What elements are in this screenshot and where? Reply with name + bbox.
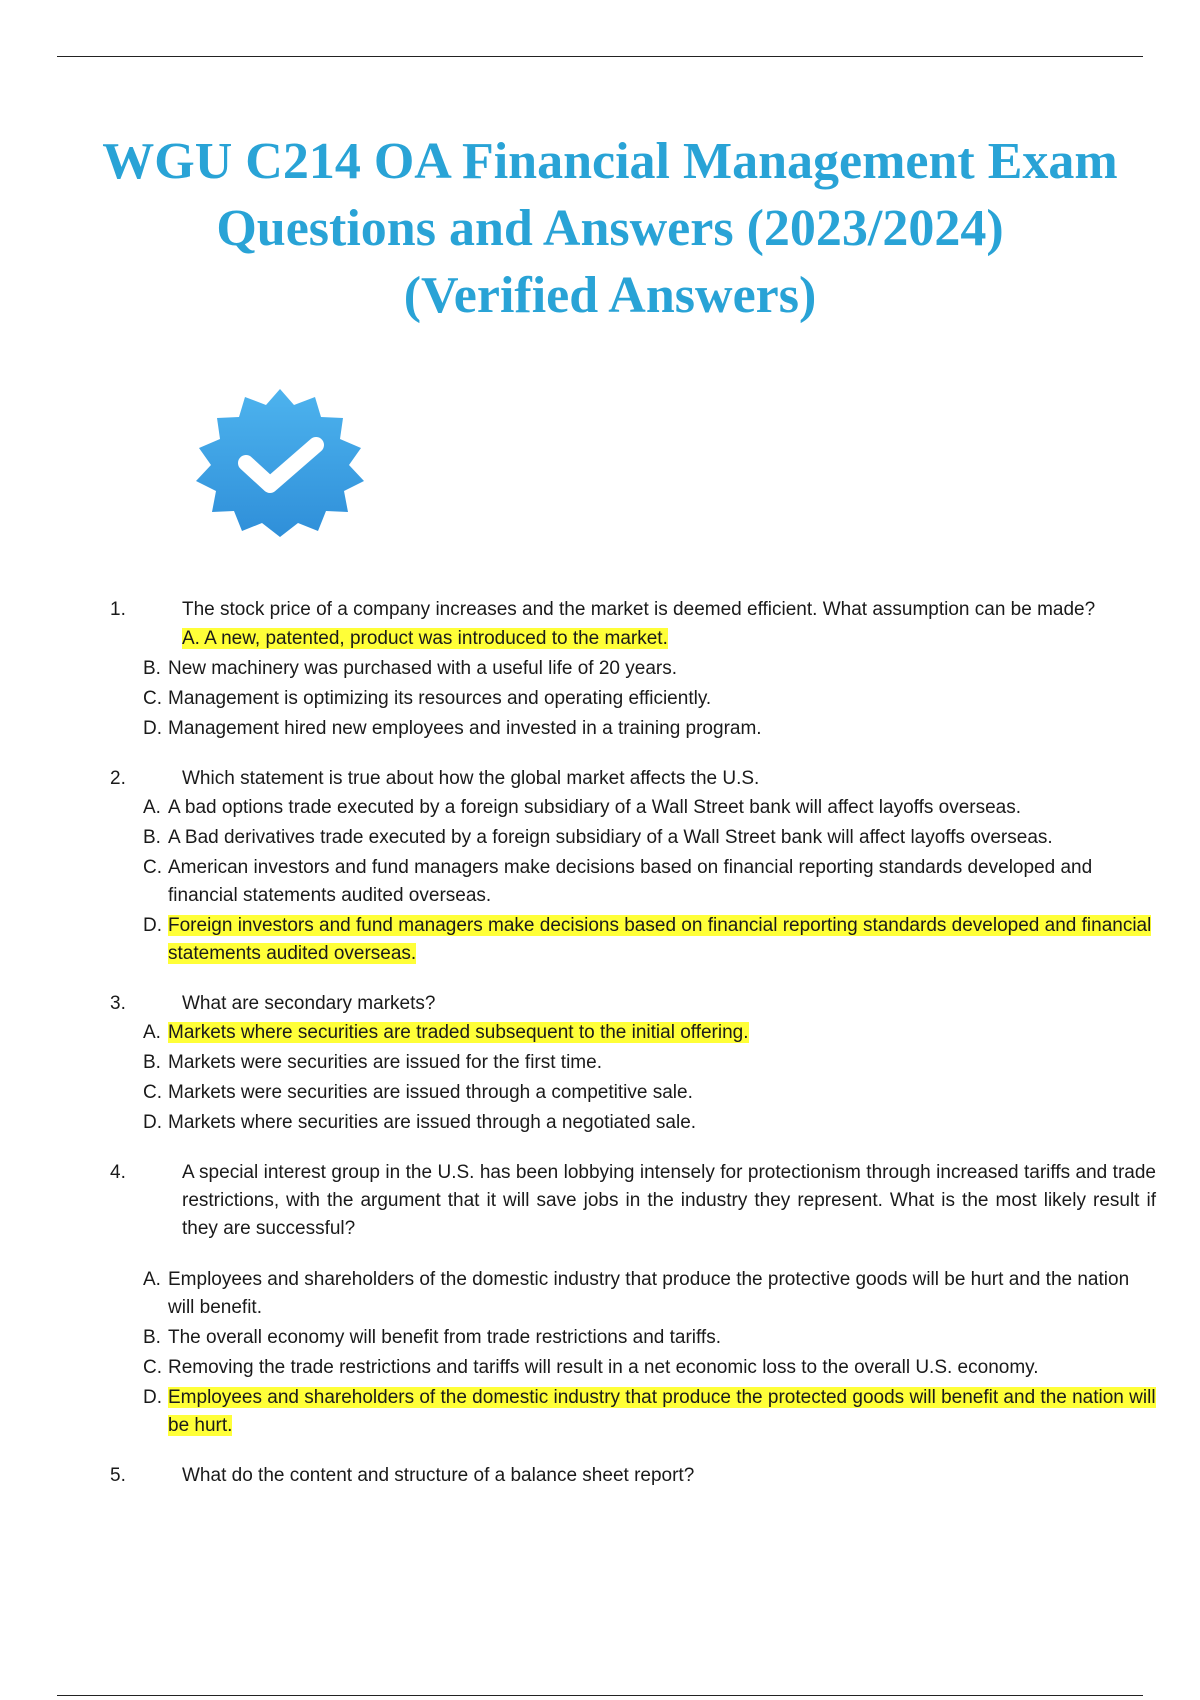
- verified-badge-icon: [180, 385, 380, 540]
- question-text: What do the content and structure of a balance sheet report?: [182, 1465, 695, 1486]
- bottom-rule: [57, 1695, 1143, 1696]
- answer-option-highlighted: [0, 1383, 1200, 1441]
- option-letter: A.: [143, 797, 161, 818]
- option-letter: C.: [143, 688, 162, 709]
- question-number: 2.: [110, 768, 126, 789]
- option-letter: B.: [143, 827, 161, 848]
- answer-option: [0, 1048, 1200, 1078]
- option-letter: A.: [143, 1022, 161, 1043]
- answer-option-highlighted: [0, 911, 1200, 969]
- question-list: [0, 596, 1200, 1511]
- option-letter: B.: [143, 1327, 161, 1348]
- question-number: 5.: [110, 1465, 126, 1486]
- option-text: Markets where securities are issued through a negotiated sale.: [168, 1112, 697, 1133]
- question-number: 1.: [110, 599, 126, 620]
- question-text: The stock price of a company increases and the market is deemed efficient. What assumption can be made?: [182, 599, 1096, 620]
- title-line-3: (Verified Answers): [403, 267, 817, 324]
- option-letter: B.: [143, 658, 161, 679]
- option-text: Management is optimizing its resources and operating efficiently.: [168, 688, 712, 709]
- question-1: [0, 596, 1200, 744]
- option-text: Management hired new employees and invested in a training program.: [168, 718, 762, 739]
- question-number: 4.: [110, 1162, 126, 1183]
- answer-option: [0, 1108, 1200, 1138]
- answer-option: [0, 1265, 1200, 1323]
- option-letter: D.: [143, 1112, 162, 1133]
- option-text: New machinery was purchased with a useful life of 20 years.: [168, 658, 678, 679]
- option-text: Removing the trade restrictions and tariffs will result in a net economic loss to the overall U.S. economy.: [168, 1357, 1039, 1378]
- option-letter: D.: [143, 718, 162, 739]
- option-letter: D.: [143, 915, 162, 936]
- option-letter: B.: [143, 1052, 161, 1073]
- question-text: A special interest group in the U.S. has been lobbying intensely for protectionism through increased tariffs and trade restrictions, with the argument that it will save jobs in the industry they represent. What is the most likely result if they are successful?: [182, 1162, 1156, 1239]
- option-letter: A.: [143, 1269, 161, 1290]
- answer-option-highlighted: [0, 1018, 1200, 1048]
- answer-option-highlighted: [0, 624, 1200, 654]
- option-text: Employees and shareholders of the domestic industry that produce the protective goods will be hurt and the nation will benefit.: [168, 1269, 1130, 1318]
- answer-option: [0, 823, 1200, 853]
- answer-option: [0, 853, 1200, 911]
- answer-option: [0, 793, 1200, 823]
- answer-option: [0, 654, 1200, 684]
- question-text: What are secondary markets?: [182, 993, 436, 1014]
- option-text: Markets were securities are issued through a competitive sale.: [168, 1082, 693, 1103]
- answer-option: [0, 1078, 1200, 1108]
- question-4: [0, 1159, 1200, 1441]
- option-text: The overall economy will benefit from trade restrictions and tariffs.: [168, 1327, 721, 1348]
- question-number: 3.: [110, 993, 126, 1014]
- option-letter: C.: [143, 1357, 162, 1378]
- option-text: American investors and fund managers make decisions based on financial reporting standards developed and financial statements audited overseas.: [168, 857, 1093, 906]
- title-line-1: WGU C214 OA Financial Management Exam: [102, 133, 1118, 190]
- question-3: [0, 990, 1200, 1138]
- question-text: Which statement is true about how the global market affects the U.S.: [182, 768, 760, 789]
- option-letter: C.: [143, 857, 162, 878]
- highlighted-answer: Foreign investors and fund managers make decisions based on financial reporting standards developed and financial statements audited overseas.: [168, 915, 1152, 964]
- option-letter: D.: [143, 1387, 162, 1408]
- option-text: Markets were securities are issued for the first time.: [168, 1052, 602, 1073]
- answer-option: [0, 1353, 1200, 1383]
- question-2: [0, 765, 1200, 969]
- highlighted-answer: Employees and shareholders of the domestic industry that produce the protected goods will benefit and the nation will be hurt.: [168, 1387, 1156, 1436]
- highlighted-answer: Markets where securities are traded subsequent to the initial offering.: [168, 1022, 749, 1043]
- title-line-2: Questions and Answers (2023/2024): [216, 200, 1004, 257]
- question-5: [0, 1462, 1200, 1490]
- option-text: A bad options trade executed by a foreign subsidiary of a Wall Street bank will affect layoffs overseas.: [168, 797, 1022, 818]
- answer-option: [0, 714, 1200, 744]
- top-rule: [57, 56, 1143, 57]
- highlighted-answer: A. A new, patented, product was introduced to the market.: [182, 628, 668, 649]
- document-title: [40, 128, 1180, 329]
- answer-option: [0, 1323, 1200, 1353]
- option-letter: C.: [143, 1082, 162, 1103]
- option-text: A Bad derivatives trade executed by a foreign subsidiary of a Wall Street bank will affect layoffs overseas.: [168, 827, 1053, 848]
- answer-option: [0, 684, 1200, 714]
